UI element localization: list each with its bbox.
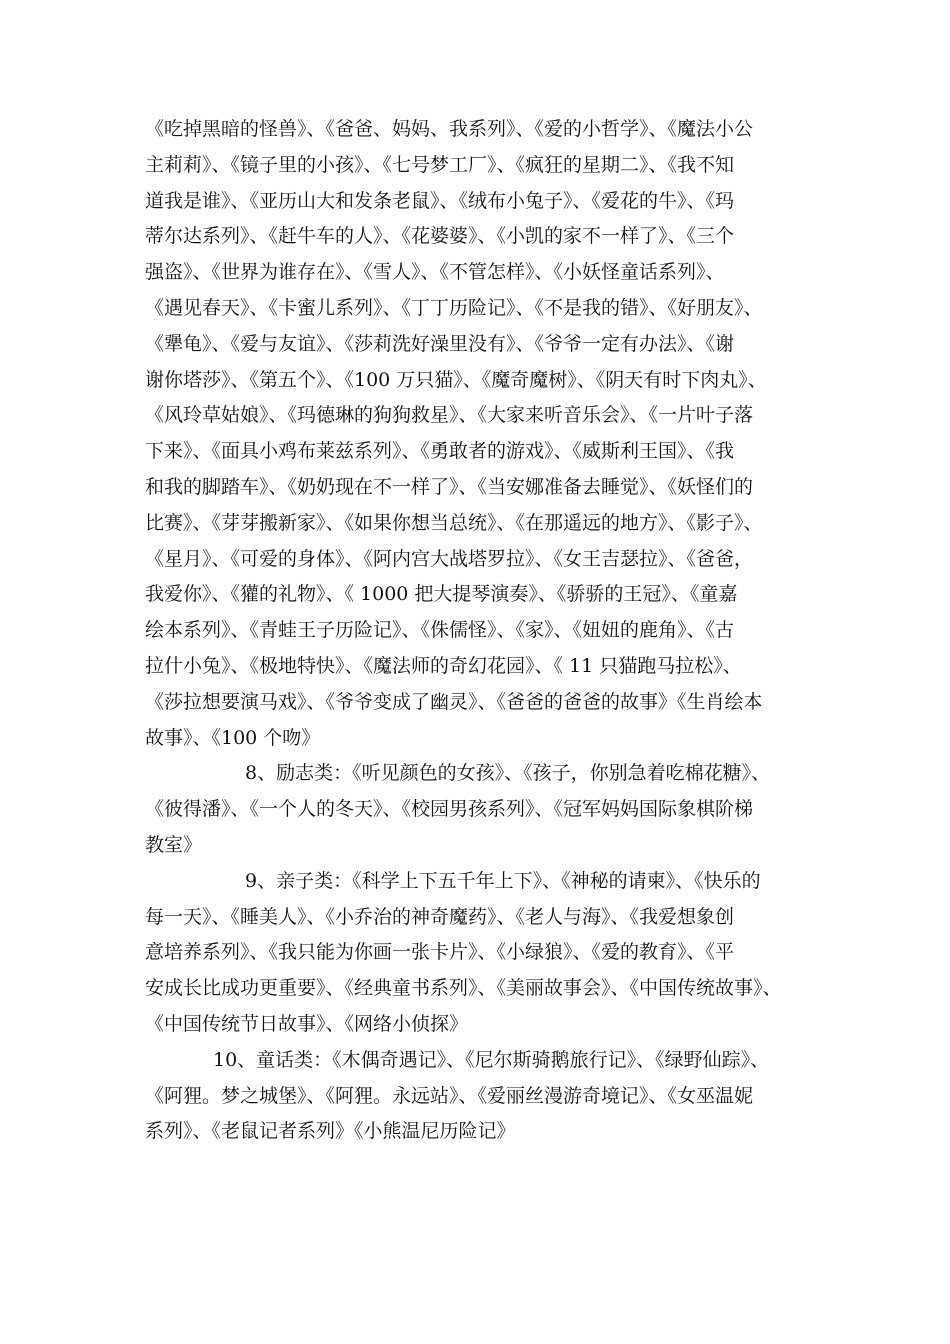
text-line: 蒂尔达系列》、《赶牛车的人》、《花婆婆》、《小凯的家不一样了》、《三个	[145, 225, 735, 248]
text-line: 和我的脚踏车》、《奶奶现在不一样了》、《当安娜准备去睡觉》、《妖怪们的	[145, 475, 754, 498]
section-10-heading-line: 10、童话类：《木偶奇遇记》、《尼尔斯骑鹅旅行记》、《绿野仙踪》、	[213, 1048, 770, 1071]
text-line: 主莉莉》、《镜子里的小孩》、《七号梦工厂》、《疯狂的星期二》、《我不知	[145, 153, 735, 176]
section-8-line: 《彼得潘》、《一个人的冬天》、《校园男孩系列》、《冠军妈妈国际象棋阶梯	[145, 798, 754, 821]
text-line: 故事》、《100 个吻》	[145, 726, 321, 749]
section-9-heading-line: 9、亲子类：《科学上下五千年上下》、《神秘的请柬》、《快乐的	[245, 869, 761, 892]
section-10-line: 系列》、《老鼠记者系列》《小熊温尼历险记》	[145, 1120, 516, 1143]
text-line: 强盗》、《世界为谁存在》、《雪人》、《不管怎样》、《小妖怪童话系列》、	[145, 261, 725, 284]
text-line: 道我是谁》、《亚历山大和发条老鼠》、《绒布小兔子》、《爱花的牛》、《玛	[145, 189, 735, 212]
section-8-line: 教室》	[145, 833, 203, 856]
text-line: 拉什小兔》、《极地特快》、《魔法师的奇幻花园》、《 11 只猫跑马拉松》、	[145, 654, 742, 677]
text-line: 《莎拉想要演马戏》、《爷爷变成了幽灵》、《爸爸的爸爸的故事》《生肖绘本	[145, 690, 763, 713]
section-9-line: 《中国传统节日故事》、《网络小侦探》	[145, 1012, 469, 1035]
text-line: 谢你塔莎》、《第五个》、《100 万只猫》、《魔奇魔树》、《阴天有时下肉丸》、	[145, 368, 767, 391]
section-9-line: 安成长比成功更重要》、《经典童书系列》、《美丽故事会》、《中国传统故事》、	[145, 977, 782, 1000]
text-line: 《风玲草姑娘》、《玛德琳的狗狗救星》、《大家来听音乐会》、《一片叶子落	[145, 404, 754, 427]
text-line: 《吃掉黑暗的怪兽》、《爸爸、妈妈、我系列》、《爱的小哲学》、《魔法小公	[145, 118, 754, 140]
section-10-line: 《阿狸。梦之城堡》、《阿狸。永远站》、《爱丽丝漫游奇境记》、《女巫温妮	[145, 1084, 754, 1107]
text-line: 《遇见春天》、《卡蜜儿系列》、《丁丁历险记》、《不是我的错》、《好朋友》、	[145, 296, 763, 319]
text-line: 《犟龟》、《爱与友谊》、《莎莉洗好澡里没有》、《爷爷一定有办法》、《谢	[145, 332, 735, 355]
document-body	[145, 112, 815, 1150]
section-9-line: 每一天》、《睡美人》、《小乔治的神奇魔药》、《老人与海》、《我爱想象创	[145, 905, 735, 928]
text-line: 下来》、《面具小鸡布莱兹系列》、《勇敢者的游戏》、《威斯利王国》、《我	[145, 440, 735, 463]
text-line: 我爱你》、《獾的礼物》、《 1000 把大提琴演奏》、《骄骄的王冠》、《童嘉	[145, 583, 738, 606]
section-8-heading-line: 8、励志类：《听见颜色的女孩》、《孩子，你别急着吃棉花糖》、	[245, 762, 771, 785]
text-line: 《星月》、《可爱的身体》、《阿内宫大战塔罗拉》、《女王吉瑟拉》、《爸爸，	[145, 547, 754, 570]
text-line: 比赛》、《芽芽搬新家》、《如果你想当总统》、《在那遥远的地方》、《影子》、	[145, 511, 763, 534]
section-9-line: 意培养系列》、《我只能为你画一张卡片》、《小绿狼》、《爱的教育》、《平	[145, 941, 735, 964]
text-line: 绘本系列》、《青蛙王子历险记》、《侏儒怪》、《家》、《妞妞的鹿角》、《古	[145, 619, 735, 642]
